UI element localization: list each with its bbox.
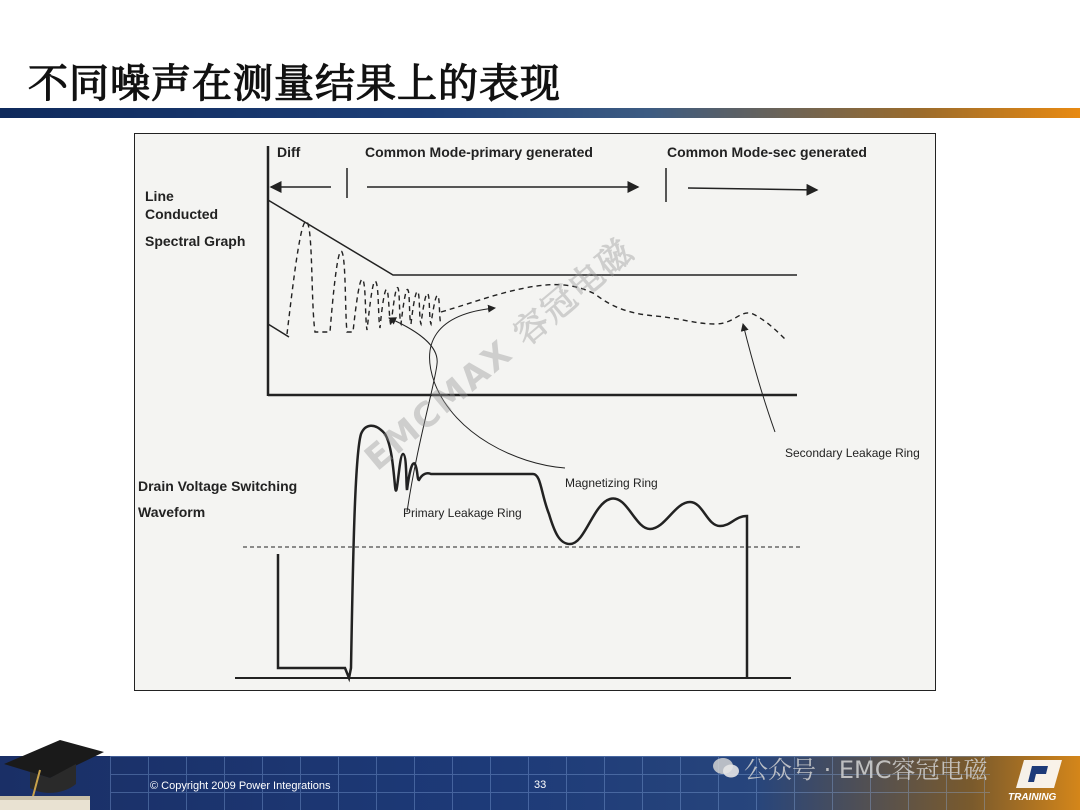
spectral-label-graph: Spectral Graph (145, 233, 246, 249)
drain-waveform (278, 426, 747, 678)
magnetizing-ring-label: Magnetizing Ring (565, 476, 658, 490)
waveform-label-drain: Drain Voltage Switching (138, 478, 298, 494)
cm-sec-arrow (688, 188, 817, 190)
training-label: TRAINING (1008, 792, 1057, 803)
region-label-cm-sec: Common Mode-sec generated (667, 144, 867, 160)
primary-leakage-ring-label: Primary Leakage Ring (403, 506, 522, 520)
spectrum-peaks (287, 221, 441, 334)
wechat-icon (712, 757, 740, 779)
page-number: 33 (534, 779, 547, 791)
copyright-text: © Copyright 2009 Power Integrations (150, 780, 331, 792)
power-integrations-logo-icon (1010, 758, 1066, 792)
spectrum-start-line (268, 324, 289, 337)
wechat-account-watermark: 公众号 · EMC容冠电磁 (744, 756, 988, 784)
title-underline-bar (0, 108, 1080, 118)
slide-title: 不同噪声在测量结果上的表现 (28, 61, 561, 107)
limit-line (268, 200, 797, 275)
emc-figure (134, 133, 936, 691)
waveform-label-waveform: Waveform (138, 504, 206, 520)
region-label-diff: Diff (277, 144, 301, 160)
secondary-leakage-ring-label: Secondary Leakage Ring (785, 446, 920, 460)
figure-watermark: EMCMAX 容冠电磁 (357, 230, 642, 479)
spectral-label-line: Line (145, 188, 174, 204)
graduation-cap-icon (0, 726, 110, 810)
figure-drawing (135, 134, 935, 690)
spectral-label-conducted: Conducted (145, 206, 219, 222)
secondary-ring-pointer (743, 324, 775, 432)
region-label-cm-primary: Common Mode-primary generated (365, 144, 593, 160)
